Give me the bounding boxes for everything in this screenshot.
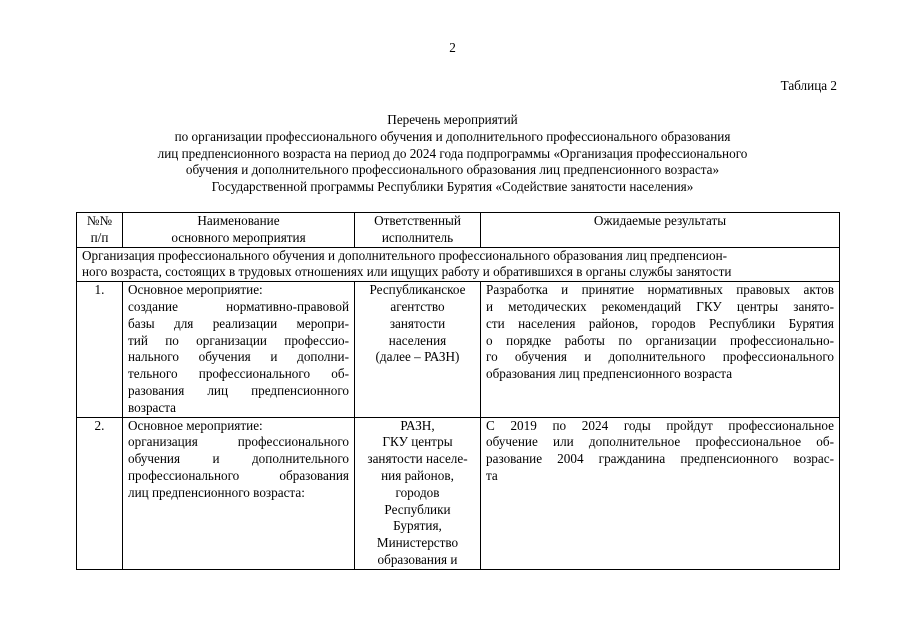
- header-expected-results: Ожидаемые результаты: [481, 213, 840, 248]
- heading-line: лиц предпенсионного возраста на период до 2024 года подпрограммы «Организация профессионального: [157, 145, 748, 161]
- section-row: [77, 247, 840, 282]
- activity-name-cell: Основное мероприятие: организация профессионального обучения и дополнительного профессионального образования лиц предпенсионного возраста:: [123, 417, 355, 569]
- heading-line: Государственной программы Республики Бурятия «Содействие занятости населения»: [211, 179, 694, 195]
- table-label: Таблица 2: [780, 78, 837, 93]
- heading-line: Перечень мероприятий: [387, 112, 518, 127]
- section-title: Организация профессионального обучения и дополнительного профессионального образования лиц предпенсион- ного возраста, состоящих в трудовых отношениях или ищущих работу и обратившихся в органы службы занятости: [77, 247, 840, 282]
- table-header-row: [77, 213, 840, 248]
- responsible-cell: РАЗН, ГКУ центры занятости населе- ния районов, городов Республики Бурятия, Министерство образования и: [355, 417, 481, 569]
- header-activity-name: Наименование основного мероприятия: [123, 213, 355, 248]
- header-number: №№ п/п: [77, 213, 123, 248]
- row-number: 1.: [77, 282, 123, 417]
- row-number: 2.: [77, 417, 123, 569]
- table-row: [77, 282, 840, 417]
- expected-results-cell: Разработка и принятие нормативных правовых актов и методических рекомендаций ГКУ центры занято- сти населения районов, городов Республики Бурятия о порядке работы по организации профессионально- го обучения и дополнительного профессионального образования лиц предпенсионного возраста: [481, 282, 840, 417]
- heading-line: по организации профессионального обучения и дополнительного профессионального образования: [174, 128, 731, 144]
- activities-table: [76, 212, 840, 570]
- heading-line: обучения и дополнительного профессионального образования лиц предпенсионного возраста»: [185, 162, 720, 178]
- responsible-cell: Республиканское агентство занятости населения (далее – РАЗН): [355, 282, 481, 417]
- table-heading: [0, 112, 905, 196]
- page-number: 2: [449, 40, 456, 55]
- table-row: [77, 417, 840, 569]
- activity-name-cell: Основное мероприятие: создание нормативно-правовой базы для реализации меропри- тий по организации профессио- нального обучения и дополни- тельного профессионального об- разования лиц предпенсионного возраста: [123, 282, 355, 417]
- header-responsible: Ответственный исполнитель: [355, 213, 481, 248]
- expected-results-cell: С 2019 по 2024 годы пройдут профессиональное обучение или дополнительное профессиональное об- разование 2004 гражданина предпенсионного возрас- та: [481, 417, 840, 569]
